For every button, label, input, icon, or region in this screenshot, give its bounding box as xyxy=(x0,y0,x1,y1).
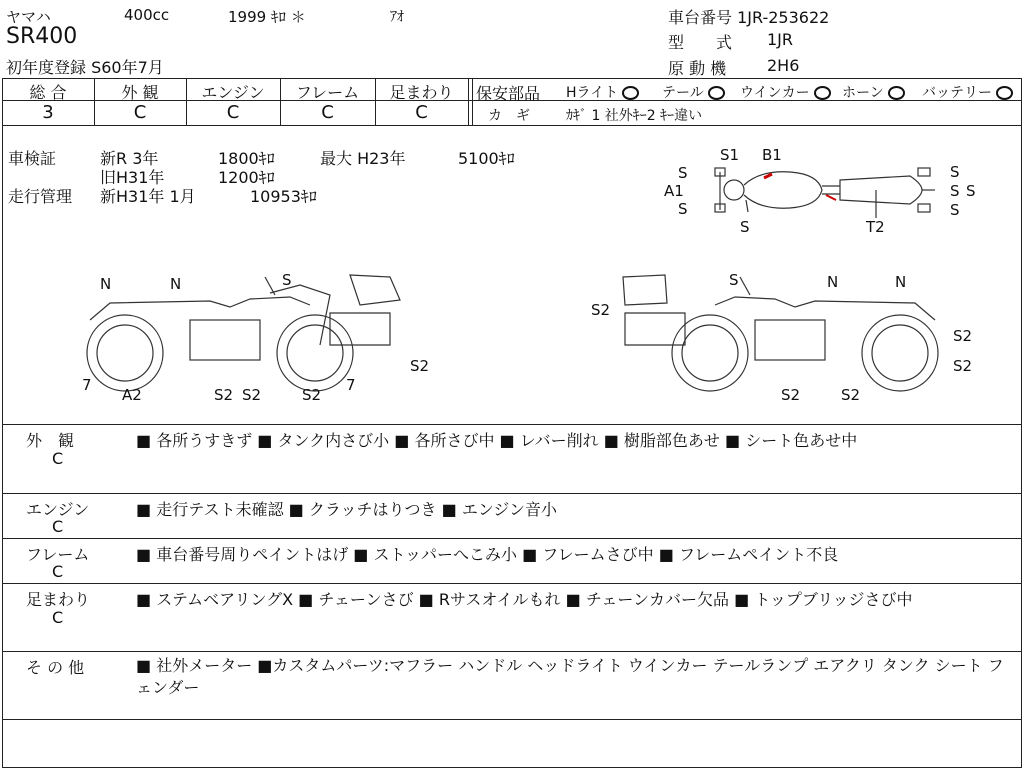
inspection-max-km: 5100ｷﾛ xyxy=(458,149,515,168)
grade-header-frame: フレーム xyxy=(295,83,360,102)
safety-item-headlight: Hライト xyxy=(566,82,639,102)
first-registration: 初年度登録 S60年7月 xyxy=(6,58,164,77)
top-view-labels xyxy=(664,146,976,236)
left-side-diagram xyxy=(70,265,450,410)
section-divider xyxy=(2,125,1022,126)
year-mileage: 1999 ｷﾛ ＊ xyxy=(228,8,306,26)
grade-frame: C xyxy=(321,102,334,123)
right-label: S xyxy=(729,271,739,289)
right-label: N xyxy=(895,273,907,291)
ok-circle-icon xyxy=(708,86,725,100)
note-grade-suspension: C xyxy=(52,608,64,627)
frame-number: 車台番号 1JR-253622 xyxy=(668,8,830,27)
safety-title: 保安部品 xyxy=(476,84,541,103)
grade-header-overall: 総 合 xyxy=(29,83,67,102)
safety-item-tail: テール xyxy=(662,82,725,102)
left-label: S2 xyxy=(242,386,262,404)
left-label: N xyxy=(100,275,112,293)
grade-engine: C xyxy=(226,102,240,123)
top-label: A1 xyxy=(664,182,684,200)
top-label: B1 xyxy=(762,146,782,164)
note-text-exterior: ■ 各所うすきず ■ タンク内さび小 ■ 各所さび中 ■ レバー削れ ■ 樹脂部色あせ ■ シート色あせ中 xyxy=(136,431,858,450)
left-label: S2 xyxy=(214,386,234,404)
displacement: 400cc xyxy=(124,6,170,24)
right-label: N xyxy=(827,273,839,291)
left-label: S2 xyxy=(302,386,322,404)
left-label: 7 xyxy=(82,376,92,394)
note-label-exterior: 外 観 xyxy=(26,431,75,450)
left-label: S2 xyxy=(410,357,430,375)
maker: ヤマハ xyxy=(6,8,51,26)
safety-item-winker: ウインカー xyxy=(740,82,831,102)
right-label: S2 xyxy=(591,301,611,319)
mileage-value: 新H31年 1月 xyxy=(100,187,196,206)
type-label: 型 式 xyxy=(668,33,733,52)
engine-label: 原 動 機 xyxy=(668,59,727,78)
top-label: S xyxy=(678,164,688,182)
note-grade-engine: C xyxy=(52,517,64,536)
top-label: S xyxy=(950,163,960,181)
mileage-km: 10953ｷﾛ xyxy=(250,187,317,206)
top-label: S xyxy=(950,201,960,219)
right-label: S2 xyxy=(781,386,801,404)
type-value: 1JR xyxy=(767,30,794,49)
grade-header-exterior: 外 観 xyxy=(121,83,159,102)
grade-overall: 3 xyxy=(42,102,54,123)
right-label: S2 xyxy=(953,357,973,375)
top-label: T2 xyxy=(866,218,885,236)
note-label-engine: エンジン xyxy=(26,500,90,519)
right-label: S2 xyxy=(841,386,861,404)
grade-exterior: C xyxy=(133,102,147,123)
note-text-frame: ■ 車台番号周りペイントはげ ■ ストッパーへこみ小 ■ フレームさび中 ■ フレームペイント不良 xyxy=(136,545,839,564)
left-label: 7 xyxy=(346,376,356,394)
inspection-max-label: 最大 H23年 xyxy=(320,149,406,168)
top-label: S xyxy=(950,182,960,200)
ok-circle-icon xyxy=(888,86,905,100)
key-value: ｶｷﾞ 1 社外ｷｰ2 ｷｰ違い xyxy=(566,108,703,124)
top-label: S xyxy=(678,200,688,218)
inspection-old-km: 1200ｷﾛ xyxy=(218,168,275,187)
top-label: S xyxy=(966,182,976,200)
note-grade-frame: C xyxy=(52,562,64,581)
left-label: A2 xyxy=(122,386,142,404)
note-grade-exterior: C xyxy=(52,449,64,468)
grade-suspension: C xyxy=(415,102,428,123)
model-name: SR400 xyxy=(6,24,78,49)
mileage-label: 走行管理 xyxy=(8,187,73,206)
top-view-diagram xyxy=(660,140,980,240)
note-text-other: ■ 社外メーター ■カスタムパーツ:マフラー ハンドル ヘッドライト ウインカー テールランプ エアクリ タンク シート フェンダー xyxy=(136,656,1004,697)
ok-circle-icon xyxy=(622,86,639,100)
inspection-old: 旧H31年 xyxy=(100,168,165,187)
inspection-label: 車検証 xyxy=(8,149,57,168)
engine-value: 2H6 xyxy=(767,56,800,75)
key-label: カ ギ xyxy=(488,108,530,124)
ok-circle-icon xyxy=(996,86,1013,100)
grade-header-suspension: 足まわり xyxy=(389,83,454,102)
note-label-other: そ の 他 xyxy=(26,658,85,677)
grade-header-engine: エンジン xyxy=(201,83,265,102)
note-text-engine: ■ 走行テスト未確認 ■ クラッチはりつき ■ エンジン音小 xyxy=(136,500,558,519)
inspection-km: 1800ｷﾛ xyxy=(218,149,275,168)
note-label-suspension: 足まわり xyxy=(26,590,91,609)
ok-circle-icon xyxy=(814,86,831,100)
left-label: N xyxy=(170,275,182,293)
right-label: S2 xyxy=(953,327,973,345)
left-label: S xyxy=(282,271,292,289)
color: ｱｵ xyxy=(390,9,404,25)
top-label: S1 xyxy=(720,146,740,164)
note-label-frame: フレーム xyxy=(26,545,90,564)
safety-item-battery: バッテリー xyxy=(922,82,1013,102)
top-label: S xyxy=(740,218,750,236)
safety-item-horn: ホーン xyxy=(842,82,905,102)
right-side-diagram xyxy=(585,265,985,410)
note-text-suspension: ■ ステムベアリングX ■ チェーンさび ■ Rサスオイルもれ ■ チェーンカバー欠品 ■ トップブリッジさび中 xyxy=(136,590,913,609)
inspection-new: 新R 3年 xyxy=(100,149,159,168)
